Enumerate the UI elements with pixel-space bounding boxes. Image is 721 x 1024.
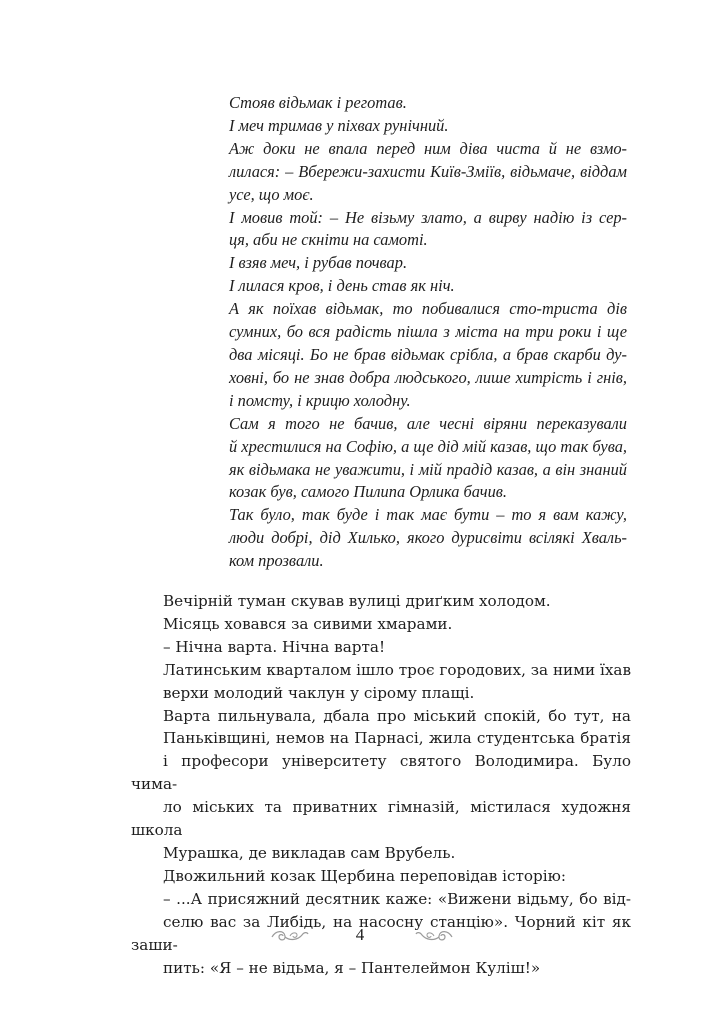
prose-paragraph <box>131 865 631 888</box>
prose-paragraph <box>131 659 631 705</box>
poem-line: усе, що моє. <box>229 184 314 204</box>
poem-paragraph <box>197 413 627 505</box>
poem-line: Аж доки не впала перед ним діва чиста й не взмо- <box>229 138 627 158</box>
prose-line: пить: «Я – не відьма, я – Пантелеймон Куліш!» <box>163 958 541 977</box>
poem-line: й хрестилися на Софію, а ще дід мій казав, що так бува, <box>229 436 627 456</box>
prose-line: Паньківщині, немов на Парнасі, жила студентська братія <box>163 729 631 748</box>
poem-paragraph <box>197 115 627 138</box>
prose-line: селю вас за Либідь, на насосну станцію». Чорний кіт як заши- <box>131 912 631 954</box>
page-footer <box>0 924 721 950</box>
poem-line: Так було, так буде і так має бути – то я вам кажу, <box>229 505 627 525</box>
prose-line: Мурашка, де викладав сам Врубель. <box>163 843 456 862</box>
prose-line: Місяць ховався за сивими хмарами. <box>163 614 453 633</box>
prose-paragraph <box>131 636 631 659</box>
poem-line: лилася: – Вбережи-захисти Київ-Зміїв, відьмаче, віддам <box>229 161 627 181</box>
poem-line: козак був, самого Пилипа Орлика бачив. <box>229 482 507 502</box>
flourish-ornament-icon <box>270 928 310 944</box>
prose-paragraph <box>131 590 631 613</box>
prose-line: Двожильний козак Щербина переповідав історію: <box>163 866 566 885</box>
poem-paragraph <box>197 298 627 413</box>
poem-line: А як поїхав відьмак, то побивалися сто-триста дів <box>229 299 627 319</box>
prose-line: Латинським кварталом ішло троє городових, за ними їхав <box>163 660 631 679</box>
prose-line: і професори університету святого Володимира. Було чима- <box>131 752 631 794</box>
prose-block <box>131 590 631 979</box>
prose-paragraph <box>131 705 631 865</box>
poem-paragraph <box>197 207 627 253</box>
poem-line: люди добрі, дід Хилько, якого дурисвіти всілякі Хваль- <box>229 528 627 548</box>
poem-line: сумних, бо вся радість пішла з міста на три роки і ще <box>229 322 627 342</box>
poem-paragraph <box>197 504 627 573</box>
prose-line: верхи молодий чаклун у сірому плащі. <box>163 683 475 702</box>
poem-line: І лилася кров, і день став як ніч. <box>229 276 455 296</box>
poem-paragraph <box>197 138 627 207</box>
poem-line: Стояв відьмак і реготав. <box>229 93 407 112</box>
prose-line: Варта пильнувала, дбала про міський спокій, бо тут, на <box>163 706 631 725</box>
poem-block <box>197 92 627 573</box>
prose-line: Вечірній туман скував вулиці дриґким холодом. <box>163 592 551 610</box>
poem-line: І взяв меч, і рубав почвар. <box>229 253 408 273</box>
poem-line: і помсту, і крицю холодну. <box>229 390 411 410</box>
prose-line: – Нічна варта. Нічна варта! <box>163 637 386 656</box>
poem-line: І мовив той: – Не візьму злато, а вирву надію із сер- <box>229 207 627 227</box>
poem-line: як відьмака не уважити, і мій прадід казав, а він знаний <box>229 459 627 479</box>
poem-line: ховні, бо не знав добра людського, лише хитрість і гнів, <box>229 367 627 387</box>
prose-line: – ...А присяжний десятник каже: «Вижени відьму, бо від- <box>163 889 631 908</box>
page-number: 4 <box>355 925 365 944</box>
prose-paragraph <box>131 613 631 636</box>
prose-line: ло міських та приватних гімназій, містилася художня школа <box>131 798 631 840</box>
poem-line: ця, аби не скніти на самоті. <box>229 230 428 250</box>
flourish-ornament-icon <box>414 928 454 944</box>
poem-paragraph <box>197 252 627 275</box>
poem-line: два місяці. Бо не брав відьмак срібла, а брав скарби ду- <box>229 344 627 364</box>
poem-paragraph <box>197 275 627 298</box>
poem-line: Сам я того не бачив, але чесні віряни переказували <box>229 413 627 433</box>
poem-line: І меч тримав у піхвах рунічний. <box>229 115 449 135</box>
poem-line: ком прозвали. <box>229 551 324 571</box>
poem-paragraph <box>197 92 627 115</box>
